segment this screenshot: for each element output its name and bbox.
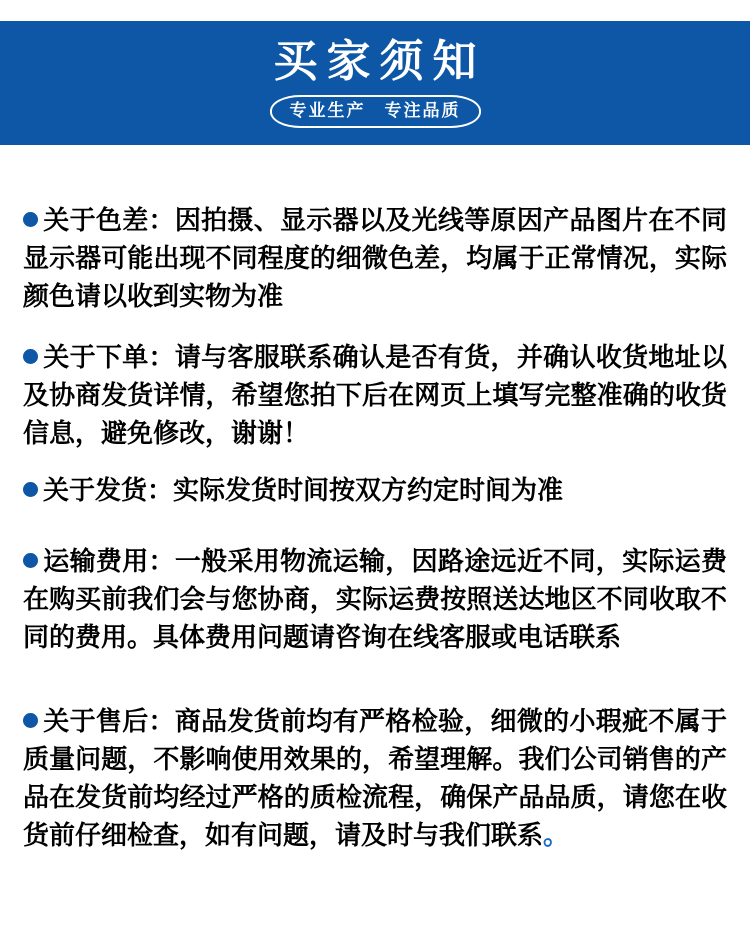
- notice-list: [0, 201, 750, 854]
- page-title: 买家须知: [273, 37, 486, 87]
- tagline-pill: [270, 95, 481, 128]
- notice-text: 关于售后：商品发货前均有严格检验，细微的小瑕疵不属于质量问题，不影响使用效果的，希望理解。我们公司销售的产品在发货前均经过严格的质检流程，确保产品品质，请您在收货前仔细检查，如有问题，请及时与我们联系: [23, 706, 727, 850]
- bullet-icon: [23, 553, 38, 568]
- notice-ordering: [23, 338, 727, 452]
- notice-text: 关于发货：实际发货时间按双方约定时间为准: [43, 475, 564, 505]
- notice-after-sales: [23, 702, 727, 854]
- notice-text: 运输费用：一般采用物流运输，因路途远近不同，实际运费在购买前我们会与您协商，实际运费按照送达地区不同收取不同的费用。具体费用问题请咨询在线客服或电话联系: [23, 546, 727, 652]
- bullet-icon: [23, 349, 38, 364]
- notice-color-difference: [23, 201, 727, 315]
- notice-freight-cost: [23, 542, 727, 656]
- bullet-icon: [23, 713, 38, 728]
- tagline-text: 专业生产 专注品质: [289, 100, 461, 120]
- notice-text-suffix: 。: [543, 820, 570, 850]
- notice-text: 关于色差：因拍摄、显示器以及光线等原因产品图片在不同显示器可能出现不同程度的细微色差，均属于正常情况，实际颜色请以收到实物为准: [23, 205, 727, 311]
- header-banner: [0, 21, 750, 145]
- bullet-icon: [23, 482, 38, 497]
- notice-shipping-time: [23, 471, 727, 509]
- notice-text: 关于下单：请与客服联系确认是否有货，并确认收货地址以及协商发货详情，希望您拍下后在网页上填写完整准确的收货信息，避免修改，谢谢！: [23, 342, 727, 448]
- bullet-icon: [23, 212, 38, 227]
